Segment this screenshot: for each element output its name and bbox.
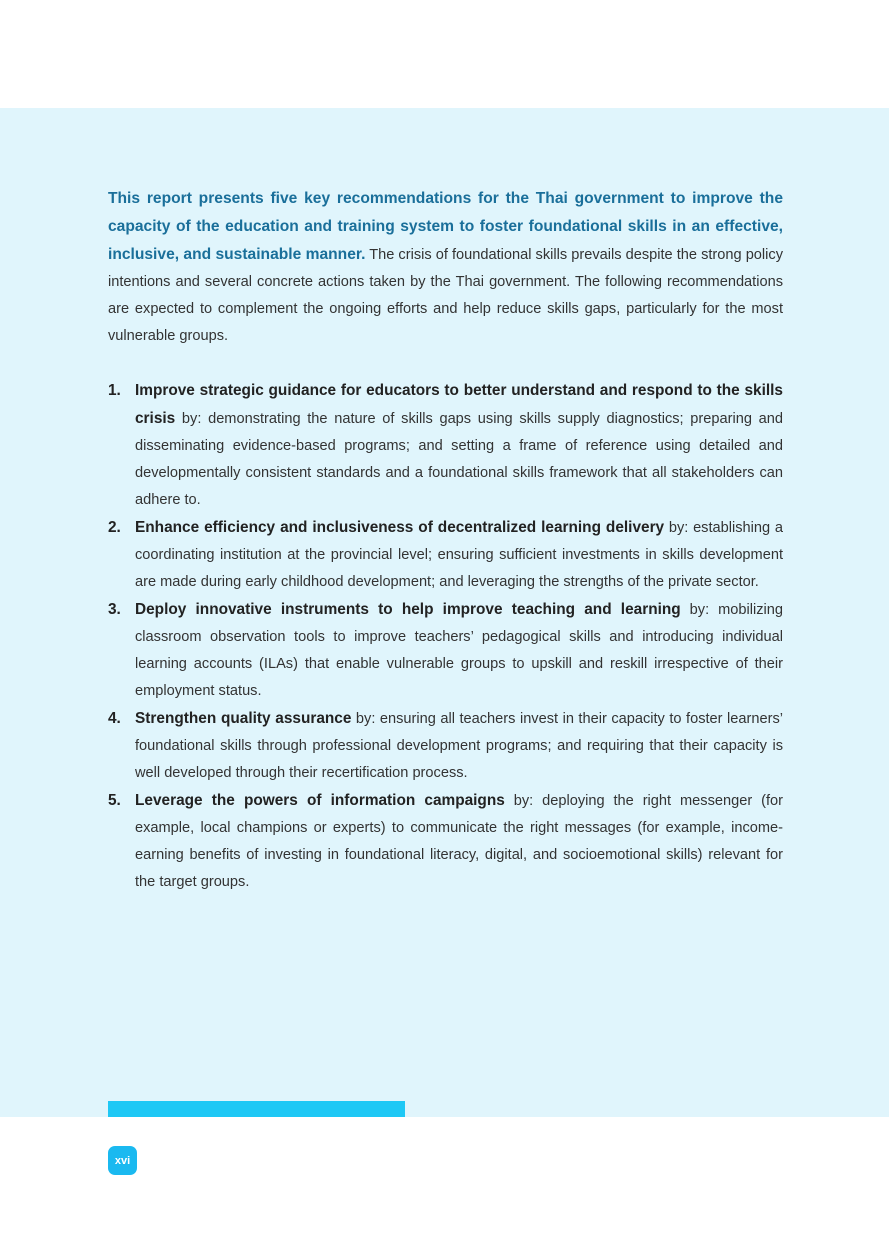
intro-body: The crisis of foundational skills prevails despite the strong policy intentions and several concrete actions taken by the Thai government. The following recommendations are expected to complement the ongoing efforts and help reduce skills gaps, particularly for the most vulnerable groups.: [108, 247, 784, 344]
recommendations-list: [108, 377, 783, 896]
accent-bar: [108, 1101, 405, 1117]
recommendation-title: Strengthen quality assurance: [135, 710, 352, 727]
recommendation-title: Enhance efficiency and inclusiveness of decentralized learning delivery: [135, 519, 665, 536]
recommendation-item: [108, 377, 783, 514]
recommendation-body: by: demonstrating the nature of skills gaps using skills supply diagnostics; preparing and disseminating evidence-based programs; and setting a frame of reference using detailed and developmentally consistent standards and a foundational skills framework that all stakeholders can adhere to.: [135, 411, 783, 508]
intro-paragraph: [108, 185, 783, 350]
recommendation-number: 1.: [108, 382, 121, 399]
page-number-badge: [108, 1146, 137, 1175]
recommendation-body: by: deploying the right messenger (for example, local champions or experts) to communicate the right messages (for example, income-earning benefits of investing in foundational literacy, digital, and socioemotional skills) relevant for the target groups.: [135, 793, 783, 890]
recommendation-title: Leverage the powers of information campaigns: [135, 792, 505, 809]
recommendation-title: Deploy innovative instruments to help improve teaching and learning: [135, 601, 681, 618]
recommendation-item: [108, 596, 783, 705]
recommendation-item: [108, 705, 783, 787]
recommendation-item: [108, 514, 783, 596]
recommendation-body: by: ensuring all teachers invest in their capacity to foster learners’ foundational skills through professional development programs; and requiring that their capacity is well developed through their recertification process.: [135, 711, 783, 781]
recommendation-title: Improve strategic guidance for educators to better understand and respond to the skills crisis: [135, 382, 783, 427]
intro-lead: This report presents five key recommendations for the Thai government to improve the capacity of the education and training system to foster foundational skills in an effective, inclusive, and sustainable manner.: [108, 190, 783, 263]
recommendation-number: 2.: [108, 519, 121, 536]
recommendation-number: 5.: [108, 792, 121, 809]
recommendation-body: by: establishing a coordinating institution at the provincial level; ensuring sufficient investments in skills development are made during early childhood development; and leveraging the strengths of the private sector.: [135, 520, 783, 590]
recommendation-number: 4.: [108, 710, 121, 727]
page-content: [108, 185, 783, 896]
recommendation-body: by: mobilizing classroom observation tools to improve teachers’ pedagogical skills and introducing individual learning accounts (ILAs) that enable vulnerable groups to upskill and reskill irrespective of their employment status.: [135, 602, 783, 699]
recommendation-number: 3.: [108, 601, 121, 618]
page-number: xvi: [114, 1154, 131, 1167]
recommendation-item: [108, 787, 783, 896]
